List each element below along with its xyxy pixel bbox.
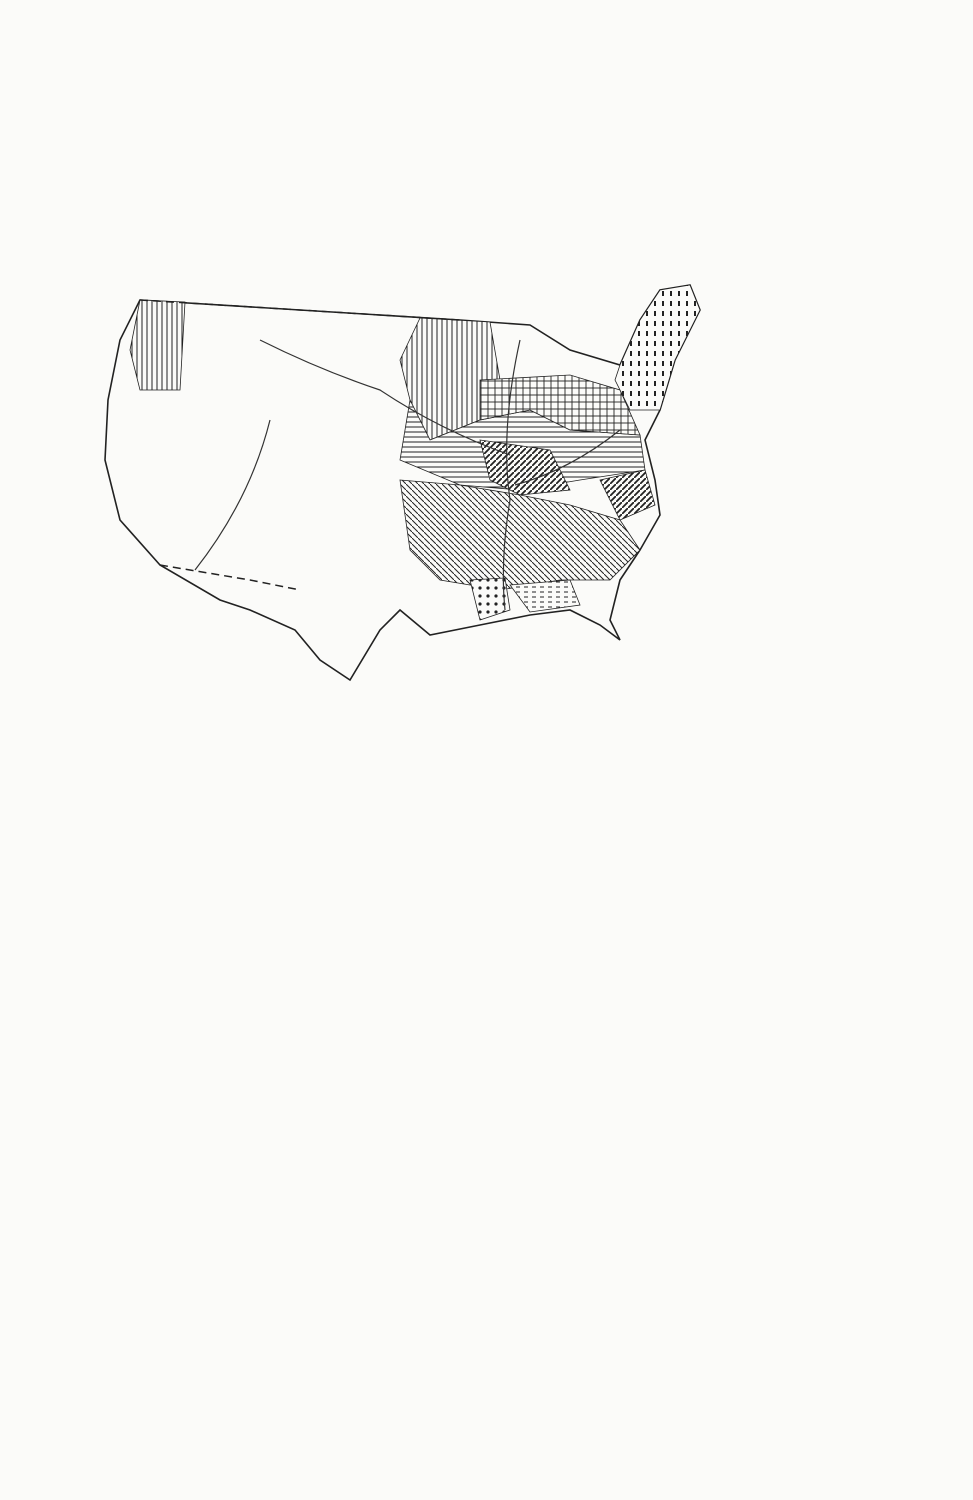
river-colorado [195,420,270,570]
cotton-region [400,480,640,590]
tobacco-region-east [600,470,655,520]
rice-region [510,580,580,612]
economic-map-usa [100,280,860,700]
wheat-region-northwest [130,300,185,390]
oats-region [615,285,700,410]
